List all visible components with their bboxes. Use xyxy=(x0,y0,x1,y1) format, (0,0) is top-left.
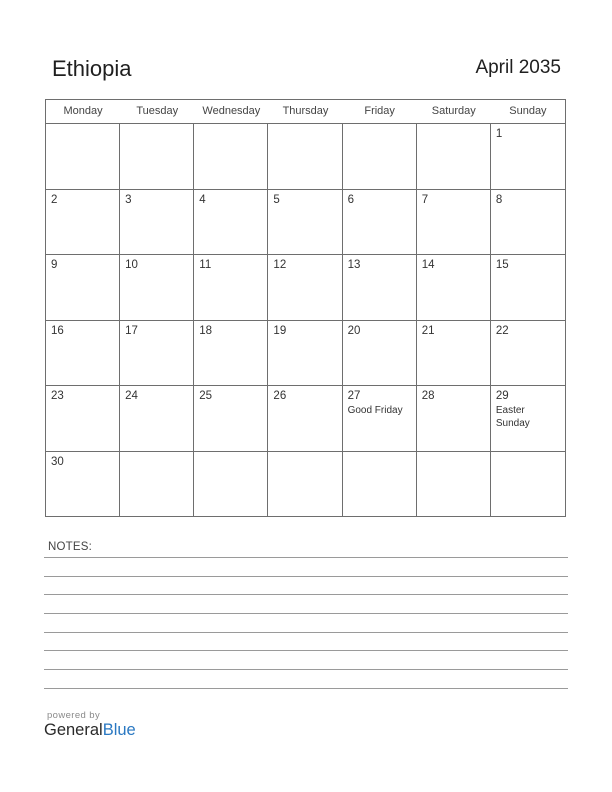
day-cell[interactable] xyxy=(194,452,268,518)
day-cell[interactable] xyxy=(343,124,417,190)
day-number: 12 xyxy=(273,259,287,271)
day-cell[interactable] xyxy=(194,255,268,321)
month-year-title: April 2035 xyxy=(475,57,561,78)
weekday-header: Friday xyxy=(364,105,395,117)
day-number: 1 xyxy=(495,128,503,140)
day-cell[interactable] xyxy=(194,386,268,452)
day-cell[interactable] xyxy=(491,124,565,190)
day-cell[interactable] xyxy=(194,321,268,387)
day-number: 2 xyxy=(51,193,58,206)
day-number: 25 xyxy=(199,390,213,402)
day-cell[interactable] xyxy=(46,190,120,256)
day-number: 9 xyxy=(51,259,58,271)
day-number: 10 xyxy=(125,259,138,271)
weekday-header-row xyxy=(46,100,565,124)
day-number: 8 xyxy=(495,193,503,206)
notes-line xyxy=(44,576,568,577)
day-cell[interactable] xyxy=(120,124,194,190)
day-cell[interactable] xyxy=(343,452,417,518)
day-number: 4 xyxy=(199,193,206,206)
day-cell[interactable] xyxy=(343,386,417,452)
holiday-label: Good Friday xyxy=(347,405,403,416)
day-cell[interactable] xyxy=(491,255,565,321)
day-cell[interactable] xyxy=(46,124,120,190)
weekday-header: Tuesday xyxy=(136,105,179,117)
day-cell[interactable] xyxy=(268,190,342,256)
day-cell[interactable] xyxy=(194,190,268,256)
day-number: 5 xyxy=(273,193,280,206)
day-cell[interactable] xyxy=(46,452,120,518)
day-number: 29 xyxy=(495,390,509,402)
day-cell[interactable] xyxy=(343,321,417,387)
day-cell[interactable] xyxy=(268,321,342,387)
day-cell[interactable] xyxy=(268,124,342,190)
day-cell[interactable] xyxy=(268,452,342,518)
notes-line xyxy=(44,650,568,651)
day-cell[interactable] xyxy=(343,190,417,256)
holiday-label: Easter Sunday xyxy=(495,405,530,429)
day-cell[interactable] xyxy=(491,386,565,452)
day-cell[interactable] xyxy=(417,386,491,452)
weekday-header: Wednesday xyxy=(202,105,261,117)
day-number: 19 xyxy=(273,324,287,337)
day-number: 7 xyxy=(421,193,429,206)
day-number: 21 xyxy=(421,324,435,337)
day-cell[interactable] xyxy=(120,190,194,256)
weekday-header: Monday xyxy=(63,105,103,117)
day-cell[interactable] xyxy=(194,124,268,190)
logo-word-blue: Blue xyxy=(102,721,136,739)
day-number: 17 xyxy=(125,324,138,337)
day-number: 14 xyxy=(421,259,435,271)
weekday-header: Saturday xyxy=(431,105,476,117)
day-cell[interactable] xyxy=(120,321,194,387)
notes-line xyxy=(44,669,568,670)
day-cell[interactable] xyxy=(417,190,491,256)
day-number: 11 xyxy=(199,259,212,271)
logo-word-general: General xyxy=(44,721,103,739)
weekday-header: Sunday xyxy=(509,105,547,117)
day-number: 15 xyxy=(495,259,509,271)
day-number: 18 xyxy=(199,324,213,337)
day-cell[interactable] xyxy=(46,321,120,387)
day-cell[interactable] xyxy=(491,321,565,387)
day-cell[interactable] xyxy=(46,386,120,452)
notes-line xyxy=(44,688,568,689)
day-number: 28 xyxy=(421,390,435,402)
day-cell[interactable] xyxy=(46,255,120,321)
day-number: 13 xyxy=(347,259,361,271)
day-cell[interactable] xyxy=(417,124,491,190)
day-number: 6 xyxy=(347,193,354,206)
day-cell[interactable] xyxy=(491,452,565,518)
day-number: 3 xyxy=(125,193,132,206)
notes-line xyxy=(44,632,568,633)
country-title: Ethiopia xyxy=(52,56,132,81)
day-cell[interactable] xyxy=(120,386,194,452)
day-cell[interactable] xyxy=(417,321,491,387)
day-number: 27 xyxy=(347,390,361,402)
day-number: 20 xyxy=(347,324,361,337)
day-number: 24 xyxy=(125,390,138,402)
day-cell[interactable] xyxy=(120,452,194,518)
day-cell[interactable] xyxy=(268,386,342,452)
day-number: 30 xyxy=(51,455,64,468)
powered-by-text: powered by xyxy=(47,710,101,721)
generalblue-logo[interactable] xyxy=(44,721,136,740)
day-number: 26 xyxy=(273,390,287,402)
day-cell[interactable] xyxy=(343,255,417,321)
day-cell[interactable] xyxy=(491,190,565,256)
day-cell[interactable] xyxy=(120,255,194,321)
day-cell[interactable] xyxy=(417,452,491,518)
day-number: 23 xyxy=(51,390,64,402)
calendar-grid xyxy=(45,99,566,517)
notes-line xyxy=(44,557,568,558)
notes-label: NOTES: xyxy=(48,541,93,553)
weekday-header: Thursday xyxy=(282,105,329,117)
day-number: 16 xyxy=(51,324,64,337)
notes-line xyxy=(44,613,568,614)
day-cell[interactable] xyxy=(417,255,491,321)
day-number: 22 xyxy=(495,324,509,337)
day-cells xyxy=(46,124,565,517)
notes-line xyxy=(44,594,568,595)
day-cell[interactable] xyxy=(268,255,342,321)
